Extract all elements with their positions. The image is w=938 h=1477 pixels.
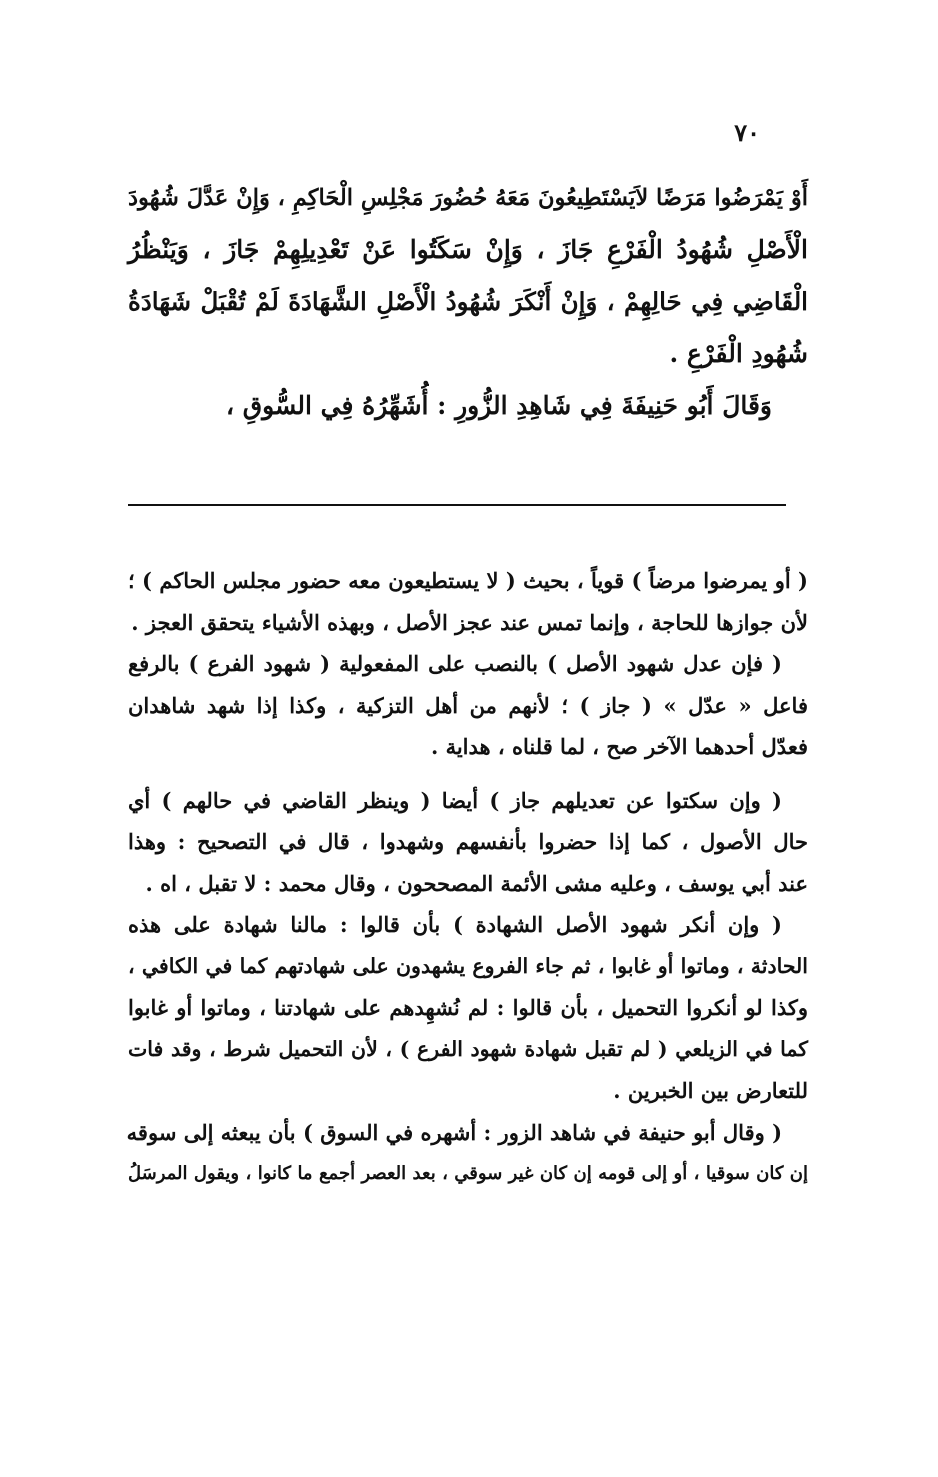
commentary-line: وكذا لو أنكروا التحميل ، بأن قالوا : لم نُشهِدهم على شهادتنا ، وماتوا أو غابوا [128,995,808,1020]
page-number: ٧٠ [734,118,760,147]
commentary-line: إن كان سوقيا ، أو إلى قومه إن كان غير سوقي ، بعد العصر أجمع ما كانوا ، ويقول المرسَلُ [128,1163,808,1184]
commentary-line: ( وقال أبو حنيفة في شاهد الزور : أشهره في السوق ) بأن يبعثه إلى سوقه [126,1119,782,1145]
main-text-line: الْقَاضِي فِي حَالِهِمْ ، وَإِنْ أَنْكَرَ شُهُودُ الْأَصْلِ الشَّهَادَةَ لَمْ تُقْبَلْ شَهَادَةُ [128,287,808,316]
commentary-line: للتعارض بين الخبرين . [613,1078,808,1103]
commentary [128,560,808,1195]
commentary-line: كما في الزيلعي ( لم تقبل شهادة شهود الفرع ) ، لأن التحميل شرط ، وقد فات [128,1036,808,1061]
main-text-line: وَقَالَ أَبُو حَنِيفَةَ فِي شَاهِدِ الزُّورِ : أُشَهِّرُهُ فِي السُّوقِ ، [226,391,772,420]
main-text-line: شُهُودِ الْفَرْعِ . [669,339,808,368]
commentary-line: حال الأصول ، كما إذا حضروا بأنفسهم وشهدوا ، قال في التصحيح : وهذا [128,829,808,854]
paragraph-gap [128,768,808,780]
commentary-line: ( فإن عدل شهود الأصل ) بالنصب على المفعولية ( شهود الفرع ) بالرفع [128,651,782,676]
commentary-line: ( وإن أنكر شهود الأصل الشهادة ) بأن قالوا : مالنا شهادة على هذه [128,912,782,937]
commentary-line: ( وإن سكتوا عن تعديلهم جاز ) أيضا ( وينظر القاضي في حالهم ) أي [128,787,782,813]
footnote-separator [128,504,786,506]
commentary-line: عند أبي يوسف ، وعليه مشى الأئمة المصححون ، وقال محمد : لا تقبل ، اه . [145,870,808,896]
commentary-line: الحادثة ، وماتوا أو غابوا ، ثم جاء الفروع يشهدون على شهادتهم كما في الكافي ، [128,953,808,978]
main-text [128,172,808,432]
commentary-line: فاعل « عدّل » ( جاز ) ؛ لأنهم من أهل التزكية ، وكذا إذا شهد شاهدان [128,692,808,718]
commentary-line: لأن جوازها للحاجة ، وإنما تمس عند عجز الأصل ، وبهذه الأشياء يتحقق العجز . [131,609,808,635]
main-text-line: الْأَصْلِ شُهُودُ الْفَرْعِ جَازَ ، وَإِنْ سَكَتُوا عَنْ تَعْدِيلِهِمْ جَازَ ، وَيَنْظُرُ [128,235,808,264]
main-text-line: أَوْ يَمْرَضُوا مَرَضًا لاَيَسْتَطِيعُونَ مَعَهُ حُضُورَ مَجْلِسِ الْحَاكِمِ ، وَإِنْ عَدَّلَ شُهُودَ [128,185,808,211]
commentary-line: فعدّل أحدهما الآخر صح ، لما قلناه ، هداية . [430,734,808,759]
commentary-line: ( أو يمرضوا مرضاً ) قوياً ، بحيث ( لا يستطيعون معه حضور مجلس الحاكم ) ؛ [128,568,808,593]
